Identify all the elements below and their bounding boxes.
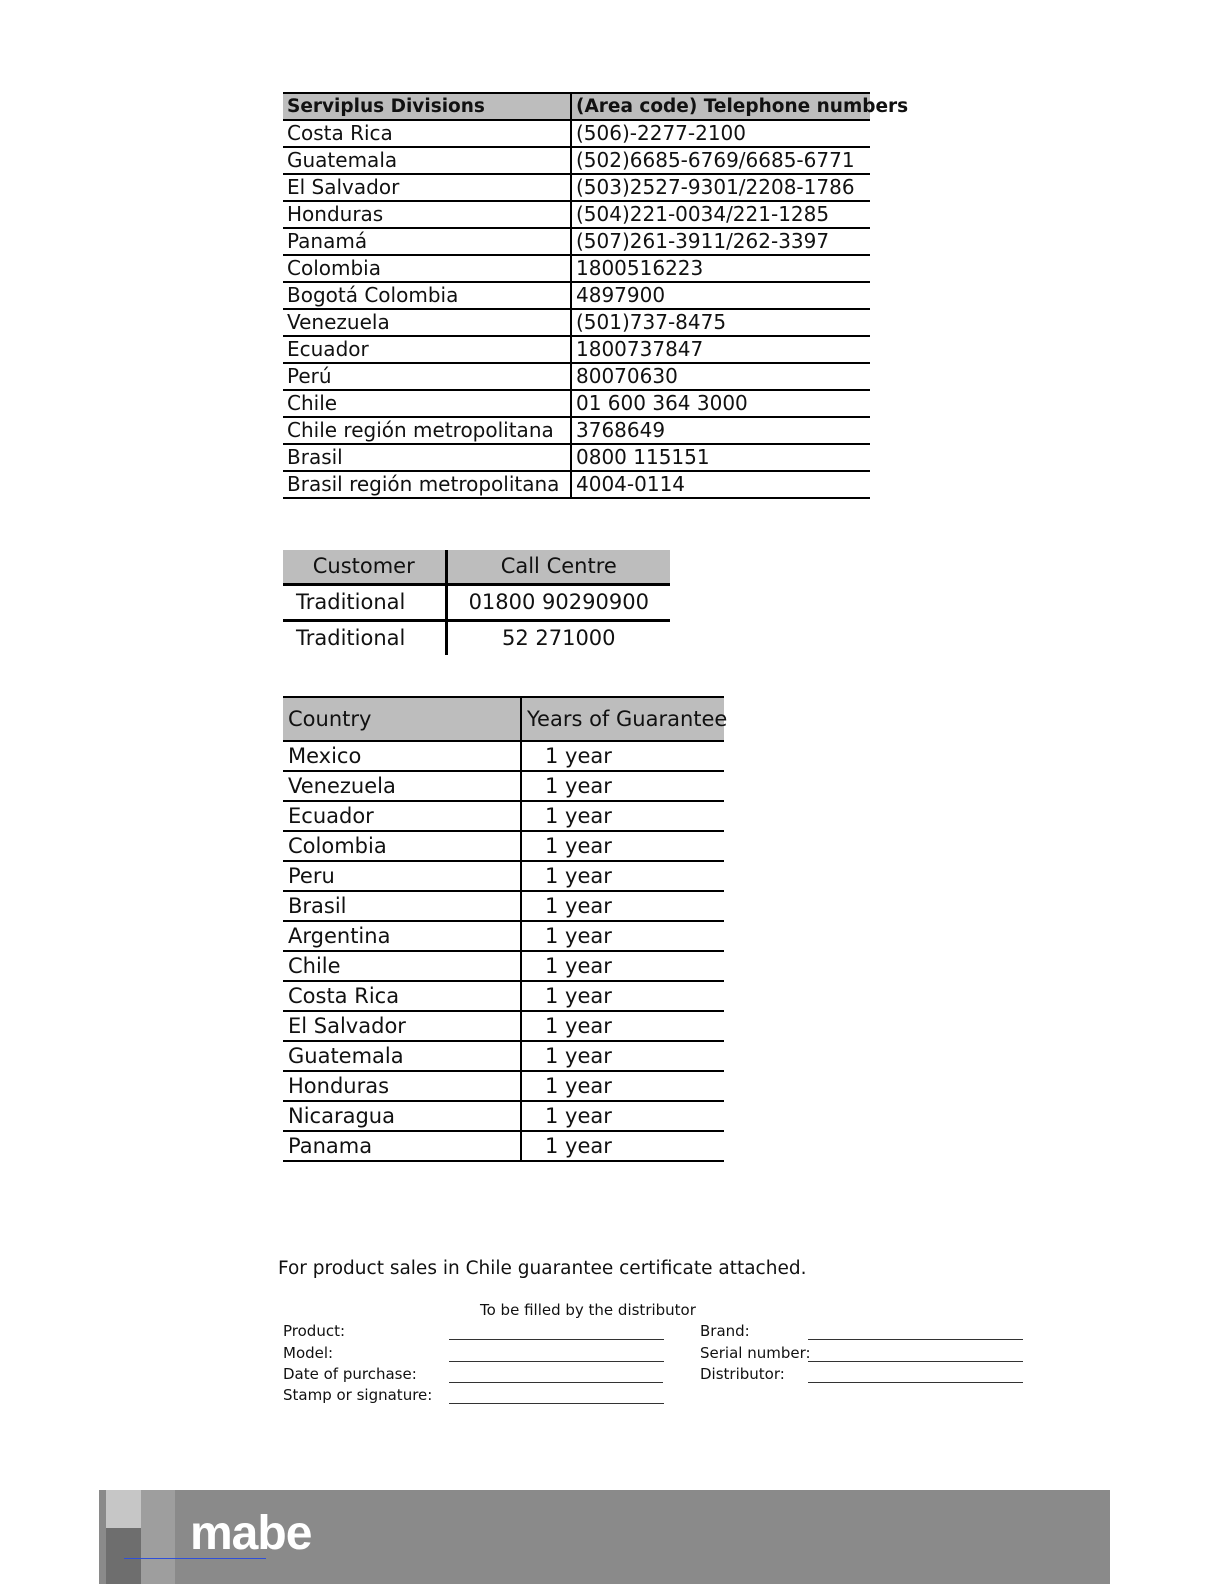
guarantee-years: 1 year [521, 861, 724, 891]
division-name: Brasil [283, 444, 571, 471]
table-row [283, 1011, 724, 1041]
table-row [283, 417, 870, 444]
country-name: Chile [283, 951, 521, 981]
country-name: El Salvador [283, 1011, 521, 1041]
table-row [283, 201, 870, 228]
distributor-field[interactable] [808, 1382, 1023, 1383]
telephone-number: (507)261-3911/262-3397 [571, 228, 870, 255]
division-name: Chile región metropolitana [283, 417, 571, 444]
table-row [283, 444, 870, 471]
guarantee-years: 1 year [521, 1041, 724, 1071]
table-row [283, 120, 870, 147]
country-name: Peru [283, 861, 521, 891]
telephone-number: 3768649 [571, 417, 870, 444]
customer-type: Traditional [283, 621, 446, 656]
chile-guarantee-note: For product sales in Chile guarantee certificate attached. [278, 1258, 807, 1279]
call-centre-number: 52 271000 [501, 626, 616, 650]
division-name: Guatemala [283, 147, 571, 174]
column-header-customer: Customer [283, 550, 446, 585]
table-row [283, 951, 724, 981]
footer-link-underline[interactable] [124, 1558, 266, 1559]
column-header-telephone: (Area code) Telephone numbers [571, 93, 870, 120]
telephone-number: 1800516223 [571, 255, 870, 282]
telephone-number: (501)737-8475 [571, 309, 870, 336]
division-name: Costa Rica [283, 120, 571, 147]
table-row [283, 771, 724, 801]
guarantee-years: 1 year [521, 741, 724, 771]
telephone-number: (503)2527-9301/2208-1786 [571, 174, 870, 201]
table-row [283, 891, 724, 921]
table-row [283, 1101, 724, 1131]
serial-number-field[interactable] [808, 1361, 1023, 1362]
division-name: Colombia [283, 255, 571, 282]
form-title: To be filled by the distributor [480, 1301, 696, 1319]
telephone-number: 0800 115151 [571, 444, 870, 471]
country-name: Costa Rica [283, 981, 521, 1011]
table-row [283, 741, 724, 771]
country-name: Panama [283, 1131, 521, 1161]
division-name: Brasil región metropolitana [283, 471, 571, 498]
table-header-row [283, 697, 724, 741]
country-name: Guatemala [283, 1041, 521, 1071]
table-row [283, 228, 870, 255]
table-row [283, 255, 870, 282]
division-name: El Salvador [283, 174, 571, 201]
country-name: Argentina [283, 921, 521, 951]
footer-square-mid [141, 1490, 175, 1584]
column-header-years: Years of Guarantee [521, 697, 724, 741]
call-centre-number: 01800 90290900 [446, 585, 670, 621]
guarantee-years: 1 year [521, 771, 724, 801]
guarantee-years: 1 year [521, 1131, 724, 1161]
division-name: Perú [283, 363, 571, 390]
guarantee-years: 1 year [521, 921, 724, 951]
brand-field[interactable] [808, 1339, 1023, 1340]
division-name: Chile [283, 390, 571, 417]
country-name: Brasil [283, 891, 521, 921]
guarantee-table [283, 696, 728, 1162]
model-field[interactable] [449, 1361, 664, 1362]
column-header-call-centre: Call Centre [446, 550, 670, 585]
table-row [283, 621, 670, 656]
telephone-number: (502)6685-6769/6685-6771 [571, 147, 870, 174]
guarantee-years: 1 year [521, 1071, 724, 1101]
table-row [283, 1131, 724, 1161]
footer-square-light [106, 1490, 141, 1528]
table-header-row [283, 93, 870, 120]
guarantee-years: 1 year [521, 1101, 724, 1131]
country-name: Mexico [283, 741, 521, 771]
guarantee-years: 1 year [521, 951, 724, 981]
table-row [283, 801, 724, 831]
footer-square-dark [106, 1528, 141, 1584]
call-centre-table [283, 550, 670, 655]
table-row [283, 309, 870, 336]
model-label: Model: [283, 1344, 334, 1362]
telephone-number: 01 600 364 3000 [571, 390, 870, 417]
country-name: Ecuador [283, 801, 521, 831]
telephone-number: 80070630 [571, 363, 870, 390]
guarantee-years: 1 year [521, 891, 724, 921]
customer-type: Traditional [283, 585, 446, 621]
country-name: Nicaragua [283, 1101, 521, 1131]
serial-number-label: Serial number: [700, 1344, 811, 1362]
table-row [283, 282, 870, 309]
date-of-purchase-label: Date of purchase: [283, 1365, 417, 1383]
table-row [283, 921, 724, 951]
country-name: Honduras [283, 1071, 521, 1101]
country-name: Colombia [283, 831, 521, 861]
division-name: Honduras [283, 201, 571, 228]
table-header-row [283, 550, 670, 585]
table-row [283, 981, 724, 1011]
division-name: Panamá [283, 228, 571, 255]
serviplus-divisions-table [283, 92, 909, 499]
table-row [283, 147, 870, 174]
table-row [283, 336, 870, 363]
column-header-division: Serviplus Divisions [283, 93, 571, 120]
division-name: Venezuela [283, 309, 571, 336]
date-of-purchase-field[interactable] [449, 1382, 663, 1383]
telephone-number: 4004-0114 [571, 471, 870, 498]
table-row [283, 1041, 724, 1071]
table-row [283, 1071, 724, 1101]
guarantee-years: 1 year [521, 1011, 724, 1041]
product-label: Product: [283, 1322, 346, 1340]
product-field[interactable] [449, 1339, 664, 1340]
table-row [283, 174, 870, 201]
table-row [283, 471, 870, 498]
distributor-label: Distributor: [700, 1365, 785, 1383]
division-name: Ecuador [283, 336, 571, 363]
brand-label: Brand: [700, 1322, 750, 1340]
telephone-number: (504)221-0034/221-1285 [571, 201, 870, 228]
stamp-signature-field[interactable] [449, 1403, 664, 1404]
table-row [283, 585, 670, 621]
country-name: Venezuela [283, 771, 521, 801]
table-row [283, 390, 870, 417]
telephone-number: 4897900 [571, 282, 870, 309]
telephone-number: 1800737847 [571, 336, 870, 363]
stamp-signature-label: Stamp or signature: [283, 1386, 433, 1404]
table-row [283, 363, 870, 390]
table-row [283, 861, 724, 891]
mabe-logo: mabe [190, 1507, 312, 1560]
guarantee-years: 1 year [521, 801, 724, 831]
guarantee-years: 1 year [521, 831, 724, 861]
table-row [283, 831, 724, 861]
guarantee-years: 1 year [521, 981, 724, 1011]
telephone-number: (506)-2277-2100 [571, 120, 870, 147]
column-header-country: Country [283, 697, 521, 741]
division-name: Bogotá Colombia [283, 282, 571, 309]
